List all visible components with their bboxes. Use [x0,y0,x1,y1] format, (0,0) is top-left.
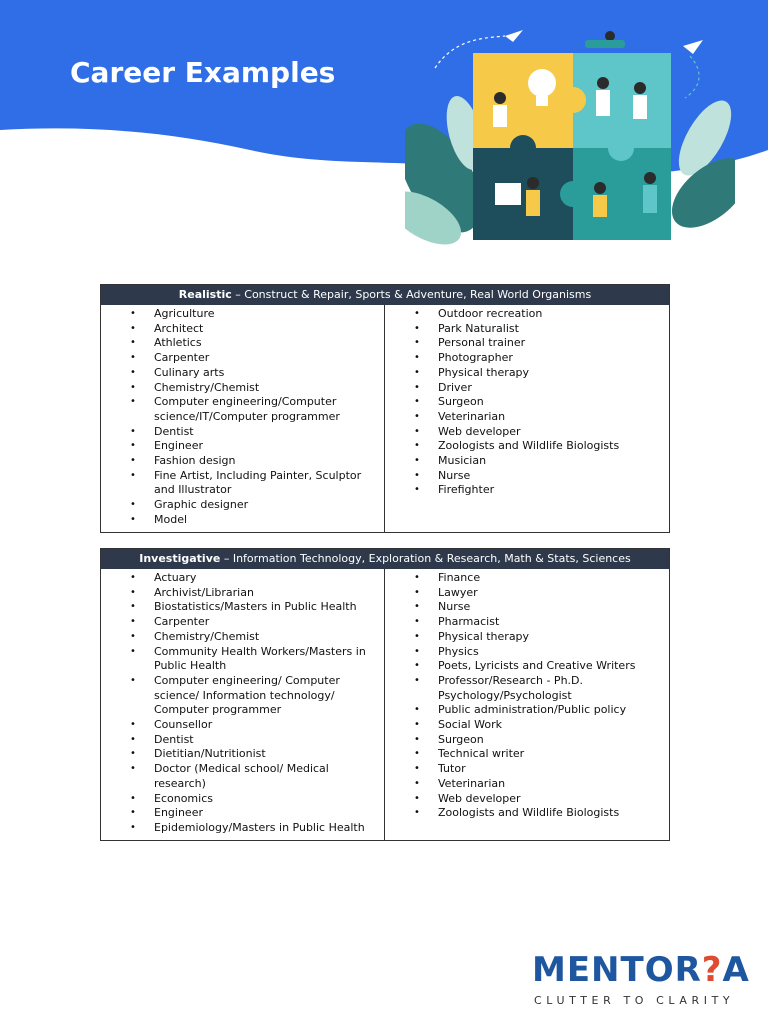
career-list-item: • Park Naturalist [385,322,669,337]
career-list-item: • Counsellor [101,718,384,733]
career-list-item: • Poets, Lyricists and Creative Writers [385,659,669,674]
career-list-item: • Dentist [101,425,384,440]
career-list-item: • Agriculture [101,307,384,322]
career-list-item: • Actuary [101,571,384,586]
mentoria-logo [532,930,760,1010]
career-list-item: • Physical therapy [385,366,669,381]
logo-word-start: MENTOR [532,950,702,990]
table-right-column [385,305,669,532]
career-list-item: • Physics [385,645,669,660]
career-list-item: • Engineer [101,806,384,821]
career-list-item: • Zoologists and Wildlife Biologists [385,806,669,821]
career-list-item: • Web developer [385,425,669,440]
career-list-item: • Social Work [385,718,669,733]
logo-word-end: A [722,950,750,990]
career-list-item: • Lawyer [385,586,669,601]
page-title: Career Examples [70,56,336,89]
career-list-item: • Chemistry/Chemist [101,381,384,396]
puzzle-illustration-icon [405,28,735,248]
career-list-item: • Musician [385,454,669,469]
career-list-item: • Chemistry/Chemist [101,630,384,645]
investigative-career-table [100,548,670,841]
career-list-item: • Culinary arts [101,366,384,381]
table-header [101,549,669,569]
career-list-item: • Epidemiology/Masters in Public Health [101,821,384,836]
career-list-item: • Nurse [385,469,669,484]
career-list-item: • Carpenter [101,351,384,366]
career-list-item: • Zoologists and Wildlife Biologists [385,439,669,454]
career-list-item: • Tutor [385,762,669,777]
career-list-item: • Physical therapy [385,630,669,645]
career-list-item: • Economics [101,792,384,807]
career-list-item: • Veterinarian [385,410,669,425]
table-header [101,285,669,305]
career-list-item: • Dentist [101,733,384,748]
logo-tagline: CLUTTER TO CLARITY [534,994,735,1007]
realistic-career-table [100,284,670,533]
table-category: Realistic [178,288,232,301]
career-list-item: • Computer engineering/Computer science/IT/Computer programmer [101,395,384,424]
career-list-item: • Architect [101,322,384,337]
career-list-item: • Carpenter [101,615,384,630]
career-list-item: • Firefighter [385,483,669,498]
career-list-item: • Web developer [385,792,669,807]
career-list-item: • Fashion design [101,454,384,469]
career-list-item: • Engineer [101,439,384,454]
table-right-column [385,569,669,840]
table-subtitle: – Construct & Repair, Sports & Adventure, Real World Organisms [231,288,592,301]
table-left-column [101,569,385,840]
career-list-item: • Dietitian/Nutritionist [101,747,384,762]
career-list-item: • Biostatistics/Masters in Public Health [101,600,384,615]
career-list-item: • Finance [385,571,669,586]
career-list-item: • Model [101,513,384,528]
career-list-item: • Archivist/Librarian [101,586,384,601]
table-left-column [101,305,385,532]
career-list-item: • Technical writer [385,747,669,762]
career-list-item: • Fine Artist, Including Painter, Sculptor and Illustrator [101,469,384,498]
table-category: Investigative [139,552,221,565]
table-subtitle: – Information Technology, Exploration & Research, Math & Stats, Sciences [220,552,631,565]
career-list-item: • Surgeon [385,733,669,748]
career-list-item: • Graphic designer [101,498,384,513]
career-list-item: • Community Health Workers/Masters in Public Health [101,645,384,674]
career-list-item: • Pharmacist [385,615,669,630]
logo-wordmark [532,950,750,990]
career-list-item: • Nurse [385,600,669,615]
career-list-item: • Doctor (Medical school/ Medical research) [101,762,384,791]
career-list-item: • Driver [385,381,669,396]
career-list-item: • Outdoor recreation [385,307,669,322]
career-list-item: • Photographer [385,351,669,366]
career-list-item: • Personal trainer [385,336,669,351]
career-list-item: • Surgeon [385,395,669,410]
career-list-item: • Athletics [101,336,384,351]
career-list-item: • Professor/Research - Ph.D. Psychology/Psychologist [385,674,669,703]
career-list-item: • Computer engineering/ Computer science/ Information technology/ Computer programmer [101,674,384,718]
logo-question-mark: ? [701,950,723,990]
career-list-item: • Public administration/Public policy [385,703,669,718]
career-list-item: • Veterinarian [385,777,669,792]
